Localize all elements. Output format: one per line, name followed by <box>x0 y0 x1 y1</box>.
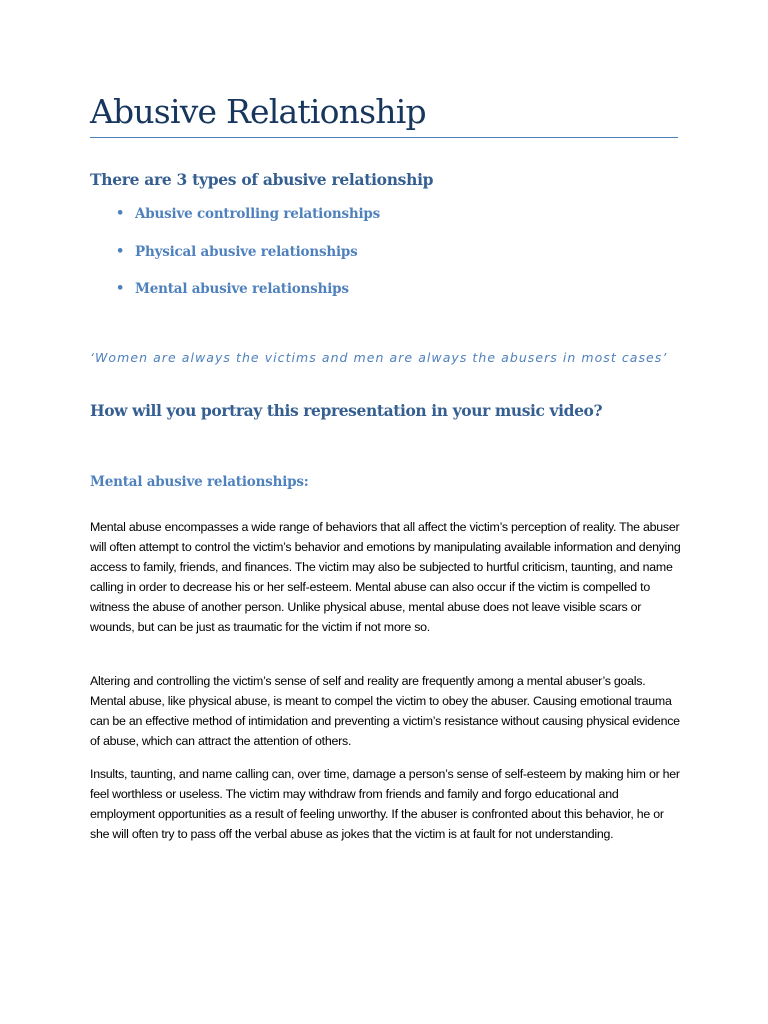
bullet-icon: • <box>116 206 125 221</box>
body-paragraph: Insults, taunting, and name calling can, over time, damage a person’s sense of self-esteem by making him or her feel worthless or useless. The victim may withdraw from friends and family and forgo educational and employment opportunities as a result of feeling unworthy. If the abuser is confronted about this behavior, he or she will often try to pass off the verbal abuse as jokes that the victim is at fault for not understanding. <box>90 767 680 841</box>
bullet-icon: • <box>116 243 125 259</box>
title-underline-divider <box>90 137 678 138</box>
mental-abuse-heading: Mental abusive relationships: <box>90 474 309 490</box>
document-title: Abusive Relationship <box>90 92 426 131</box>
body-paragraph: Altering and controlling the victim’s sense of self and reality are frequently among a mental abuser’s goals. Mental abuse, like physical abuse, is meant to compel the victim to obey the abuser. Causing emotional trauma can be an effective method of intimidation and preventing a victim’s resistance without causing physical evidence of abuse, which can attract the attention of others. <box>90 674 680 748</box>
body-paragraph: Mental abuse encompasses a wide range of behaviors that all affect the victim’s perception of reality. The abuser will often attempt to control the victim’s behavior and emotions by manipulating available information and denying access to family, friends, and finances. The victim may also be subjected to hurtful criticism, taunting, and name calling in order to decrease his or her self-esteem. Mental abuse can also occur if the victim is compelled to witness the abuse of another person. Unlike physical abuse, mental abuse does not leave visible scars or wounds, but can be just as traumatic for the victim if not more so. <box>90 520 681 634</box>
list-item-label: Physical abusive relationships <box>135 243 358 260</box>
types-list <box>90 206 380 319</box>
quote-text: ‘Women are always the victims and men are always the abusers in most cases’ <box>90 350 668 365</box>
list-item <box>90 206 380 244</box>
list-item <box>90 244 380 282</box>
question-heading: How will you portray this representation in your music video? <box>90 401 603 420</box>
types-heading: There are 3 types of abusive relationship <box>90 170 434 189</box>
list-item-label: Abusive controlling relationships <box>135 206 381 222</box>
list-item-label: Mental abusive relationships <box>135 281 349 297</box>
list-item <box>90 281 380 319</box>
bullet-icon: • <box>116 281 125 296</box>
